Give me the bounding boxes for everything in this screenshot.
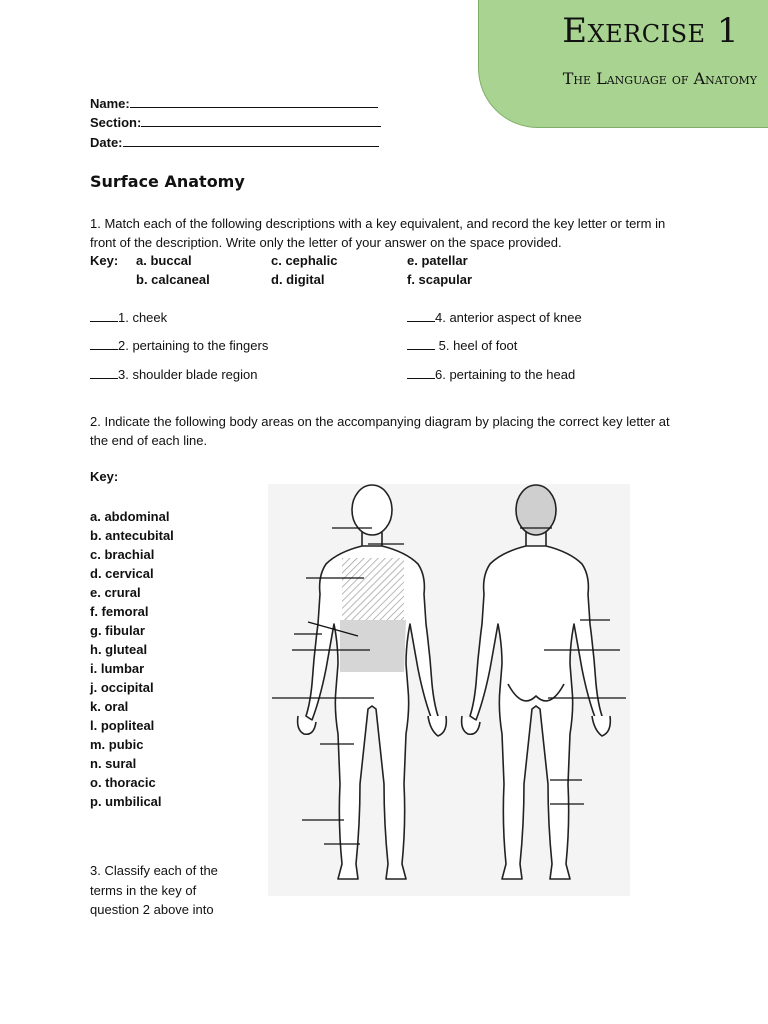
thoracic-region (342, 558, 404, 620)
name-label: Name: (90, 96, 130, 111)
section-label: Section: (90, 115, 142, 130)
key2-item: j. occipital (90, 680, 154, 695)
key2-item: o. thoracic (90, 775, 156, 790)
date-label: Date: (90, 135, 123, 150)
date-field[interactable] (90, 134, 379, 150)
section-line[interactable] (141, 114, 381, 127)
question1-key-label: Key: (90, 253, 119, 268)
section-field[interactable] (90, 114, 381, 130)
exercise-title: Exercise 1 (562, 11, 739, 51)
key2-item: f. femoral (90, 604, 149, 619)
answer-blank[interactable] (407, 338, 435, 350)
key2-item: g. fibular (90, 623, 145, 638)
key2-item: c. brachial (90, 547, 155, 562)
date-line[interactable] (123, 134, 379, 147)
answer-blank[interactable] (407, 310, 435, 322)
key2-item: d. cervical (90, 566, 154, 581)
key2-item: k. oral (90, 699, 129, 714)
key1-d: d. digital (271, 272, 325, 287)
key2-item: m. pubic (90, 737, 144, 752)
key1-a: a. buccal (136, 253, 192, 268)
answer-blank[interactable] (90, 367, 118, 379)
question2-prompt: 2. Indicate the following body areas on the accompanying diagram by placing the correct key letter at the end of each line. (90, 414, 670, 448)
body-diagram (268, 484, 630, 896)
key2-item: e. crural (90, 585, 141, 600)
question3-prompt: 3. Classify each of the terms in the key of question 2 above into (90, 863, 218, 917)
answer-blank[interactable] (407, 367, 435, 379)
key2-item: p. umbilical (90, 794, 162, 809)
q1-item-3[interactable]: 3. shoulder blade region (90, 367, 258, 382)
key2-item: h. gluteal (90, 642, 148, 657)
key1-f: f. scapular (407, 272, 473, 287)
question2-key-list (90, 507, 174, 811)
answer-blank[interactable] (90, 338, 118, 350)
key2-item: i. lumbar (90, 661, 145, 676)
key2-item: a. abdominal (90, 509, 170, 524)
exercise-banner (478, 0, 768, 128)
question1-prompt: 1. Match each of the following descriptions with a key equivalent, and record the key letter or term in front of the description. Write only the letter of your answer on the space provided. (90, 216, 666, 250)
exercise-subtitle: The Language of Anatomy (562, 69, 757, 88)
question2-key-label: Key: (90, 469, 119, 484)
q1-item-2[interactable]: 2. pertaining to the fingers (90, 338, 268, 353)
key2-item: b. antecubital (90, 528, 174, 543)
key1-c: c. cephalic (271, 253, 338, 268)
q1-item-6[interactable]: 6. pertaining to the head (407, 367, 575, 382)
key2-item: l. popliteal (90, 718, 155, 733)
name-line[interactable] (130, 95, 378, 108)
answer-blank[interactable] (90, 310, 118, 322)
name-field[interactable] (90, 95, 378, 111)
key1-b: b. calcaneal (136, 272, 210, 287)
q1-item-4[interactable]: 4. anterior aspect of knee (407, 310, 582, 325)
key1-e: e. patellar (407, 253, 468, 268)
key2-item: n. sural (90, 756, 137, 771)
section-title: Surface Anatomy (90, 172, 245, 191)
q1-item-5[interactable]: 5. heel of foot (407, 338, 517, 353)
q1-item-1[interactable]: 1. cheek (90, 310, 167, 325)
abdominal-region (340, 620, 406, 672)
